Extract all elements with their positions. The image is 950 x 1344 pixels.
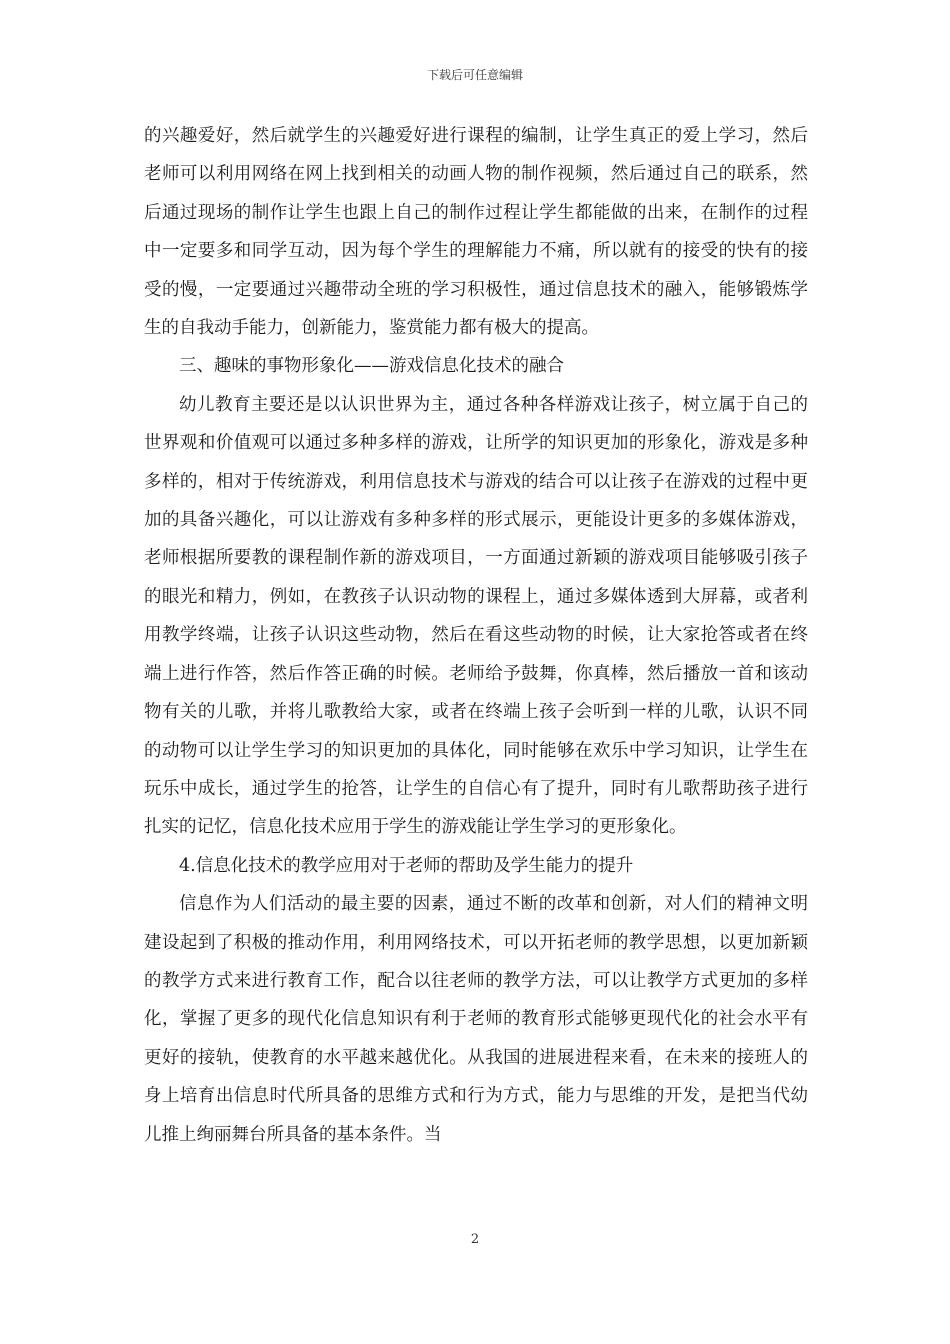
section-heading-3: 三、趣味的事物形象化——游戏信息化技术的融合 — [179, 356, 564, 377]
page-header: 下载后可任意编辑 — [426, 68, 523, 82]
document-body — [144, 117, 808, 1154]
paragraph-continuation: 的兴趣爱好，然后就学生的兴趣爱好进行课程的编制，让学生真正的爱上学习，然后老师可以利用网络在网上找到相关的动画人物的制作视频，然后通过自己的联系，然后通过现场的制作让学生也跟上自己的制作过程让学生都能做的出来，在制作的过程中一定要多和同学互动，因为每个学生的理解能力不痛，所以就有的接受的快有的接受的慢，一定要通过兴趣带动全班的学习积极性，通过信息技术的融入，能够锻炼学生的自我动手能力，创新能力，鉴赏能力都有极大的提高。 — [144, 126, 808, 339]
paragraph-teaching: 信息作为人们活动的最主要的因素，通过不断的改革和创新，对人们的精神文明建设起到了积极的推动作用，利用网络技术，可以开拓老师的教学思想，以更加新颖的教学方式来进行教育工作，配合以往老师的教学方法，可以让教学方式更加的多样化，掌握了更多的现代化信息知识有利于老师的教育形式能够更现代化的社会水平有更好的接轨，使教育的水平越来越优化。从我国的进展进程来看，在未来的接班人的身上培育出信息时代所具备的思维方式和行为方式，能力与思维的开发，是把当代幼儿推上绚丽舞台所具备的基本条件。当 — [144, 894, 808, 1145]
page-number: 2 — [470, 1232, 480, 1247]
paragraph-games: 幼儿教育主要还是以认识世界为主，通过各种各样游戏让孩子，树立属于自己的世界观和价值观可以通过多种多样的游戏，让所学的知识更加的形象化，游戏是多种多样的，相对于传统游戏，利用信息技术与游戏的结合可以让孩子在游戏的过程中更加的具备兴趣化，可以让游戏有多种多样的形式展示，更能设计更多的多媒体游戏，老师根据所要教的课程制作新的游戏项目，一方面通过新颖的游戏项目能够吸引孩子的眼光和精力，例如，在教孩子认识动物的课程上，通过多媒体透到大屏幕，或者利用教学终端，让孩子认识这些动物，然后在看这些动物的时候，让大家抢答或者在终端上进行作答，然后作答正确的时候。老师给予鼓舞，你真棒，然后播放一首和该动物有关的儿歌，并将儿歌教给大家，或者在终端上孩子会听到一样的儿歌，认识不同的动物可以让学生学习的知识更加的具体化，同时能够在欢乐中学习知识，让学生在玩乐中成长，通过学生的抢答，让学生的自信心有了提升，同时有儿歌帮助孩子进行扎实的记忆，信息化技术应用于学生的游戏能让学生学习的更形象化。 — [144, 394, 808, 838]
section-heading-4: 4.信息化技术的教学应用对于老师的帮助及学生能力的提升 — [179, 855, 634, 876]
